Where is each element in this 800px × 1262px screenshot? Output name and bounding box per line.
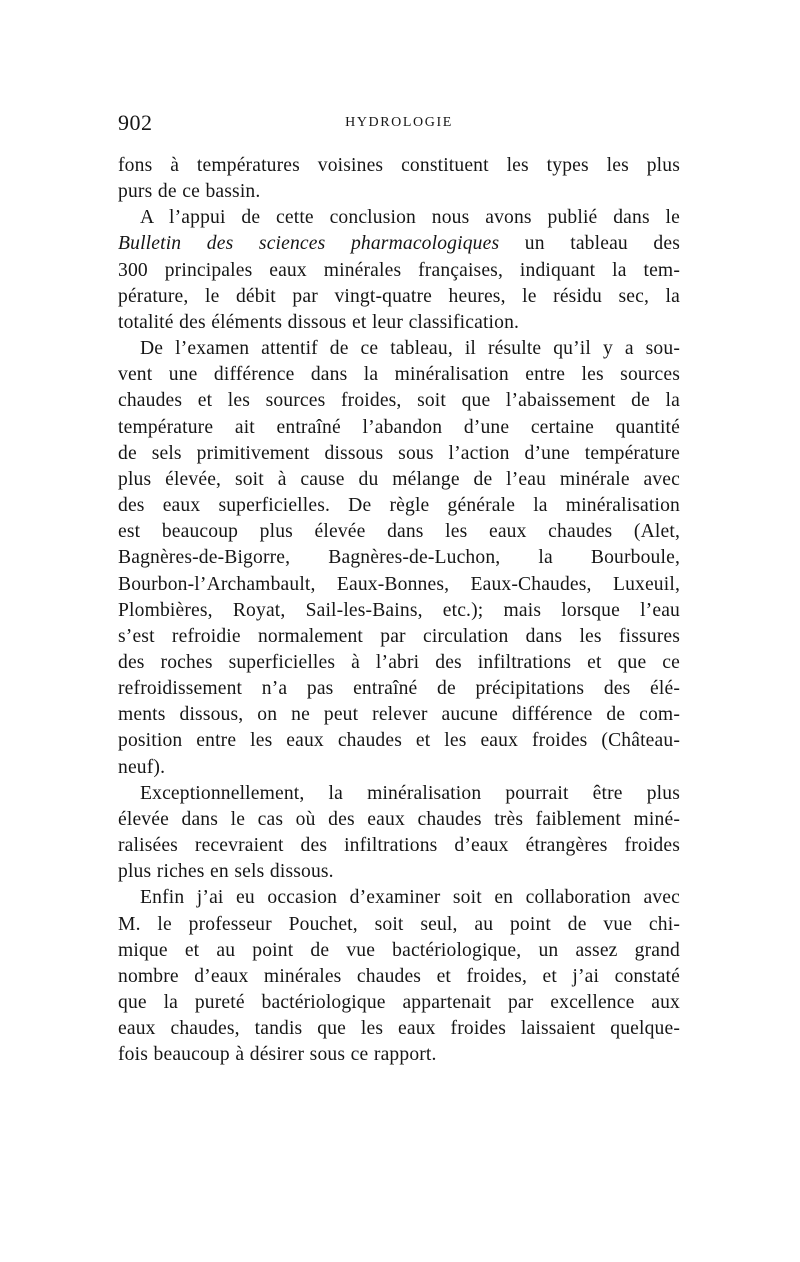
text-line: s’est refroidie normalement par circulation dans les fissures bbox=[118, 625, 680, 647]
text-line: nombre d’eaux minérales chaudes et froides, et j’ai constaté bbox=[118, 965, 680, 987]
running-title: HYDROLOGIE bbox=[345, 115, 453, 130]
text-line: fons à températures voisines constituent les types les plus bbox=[118, 155, 680, 176]
paragraph-5 bbox=[118, 885, 680, 1068]
text-line: mique et au point de vue bactériologique, un assez grand bbox=[118, 939, 680, 961]
text-line: totalité des éléments dissous et leur classification. bbox=[118, 311, 520, 333]
text-line: M. le professeur Pouchet, soit seul, au point de vue chi- bbox=[118, 913, 680, 935]
text-line-with-title bbox=[118, 231, 680, 257]
text-line: chaudes et les sources froides, soit que l’abaissement de la bbox=[118, 390, 680, 412]
text-line: position entre les eaux chaudes et les eaux froides (Château- bbox=[118, 730, 680, 752]
text-line: élevée dans le cas où des eaux chaudes très faiblement miné- bbox=[118, 808, 680, 830]
text-line: fois beaucoup à désirer sous ce rapport. bbox=[118, 1044, 437, 1066]
text-line: plus riches en sels dissous. bbox=[118, 861, 334, 883]
text-line: Bourbon-l’Archambault, Eaux-Bonnes, Eaux-Chaudes, Luxeuil, bbox=[118, 573, 680, 595]
paragraph-2 bbox=[118, 205, 680, 336]
page-number: 902 bbox=[118, 110, 153, 135]
journal-title: Bulletin des sciences pharmacologiques bbox=[118, 233, 500, 255]
text-line: ralisées recevraient des infiltrations d’eaux étrangères froides bbox=[118, 835, 680, 857]
text-line: De l’examen attentif de ce tableau, il résulte qu’il y a sou- bbox=[140, 338, 680, 360]
page-header bbox=[118, 110, 680, 138]
paragraph-1 bbox=[118, 153, 680, 205]
text-line: de sels primitivement dissous sous l’action d’une température bbox=[118, 442, 680, 464]
text-line: Exceptionnellement, la minéralisation pourrait être plus bbox=[140, 782, 680, 804]
text-line: est beaucoup plus élevée dans les eaux chaudes (Alet, bbox=[118, 521, 680, 543]
text-line: Plombières, Royat, Sail-les-Bains, etc.); mais lorsque l’eau bbox=[118, 599, 680, 621]
text-line: température ait entraîné l’abandon d’une certaine quantité bbox=[118, 416, 680, 438]
text-line: A l’appui de cette conclusion nous avons publié dans le bbox=[140, 207, 680, 229]
text-line: refroidissement n’a pas entraîné de précipitations des élé- bbox=[118, 678, 680, 700]
text-line: des eaux superficielles. De règle générale la minéralisation bbox=[118, 495, 680, 517]
text-fragment: un tableau des bbox=[499, 233, 680, 255]
text-line: Enfin j’ai eu occasion d’examiner soit en collaboration avec bbox=[140, 887, 680, 909]
text-line: vent une différence dans la minéralisation entre les sources bbox=[118, 364, 680, 386]
paragraph-4 bbox=[118, 781, 680, 886]
text-line: pérature, le débit par vingt-quatre heures, le résidu sec, la bbox=[118, 285, 680, 307]
text-line: des roches superficielles à l’abri des infiltrations et que ce bbox=[118, 651, 680, 673]
paragraph-3 bbox=[118, 336, 680, 781]
text-line: 300 principales eaux minérales françaises, indiquant la tem- bbox=[118, 259, 680, 281]
text-line: purs de ce bassin. bbox=[118, 181, 261, 203]
text-line: Bagnères-de-Bigorre, Bagnères-de-Luchon, la Bourboule, bbox=[118, 547, 680, 569]
text-line: neuf). bbox=[118, 756, 166, 778]
text-line: ments dissous, on ne peut relever aucune différence de com- bbox=[118, 704, 680, 726]
text-line: eaux chaudes, tandis que les eaux froides laissaient quelque- bbox=[118, 1018, 680, 1040]
text-line: que la pureté bactériologique appartenait par excellence aux bbox=[118, 992, 680, 1013]
text-line: plus élevée, soit à cause du mélange de l’eau minérale avec bbox=[118, 468, 680, 490]
body-text bbox=[118, 153, 680, 1068]
